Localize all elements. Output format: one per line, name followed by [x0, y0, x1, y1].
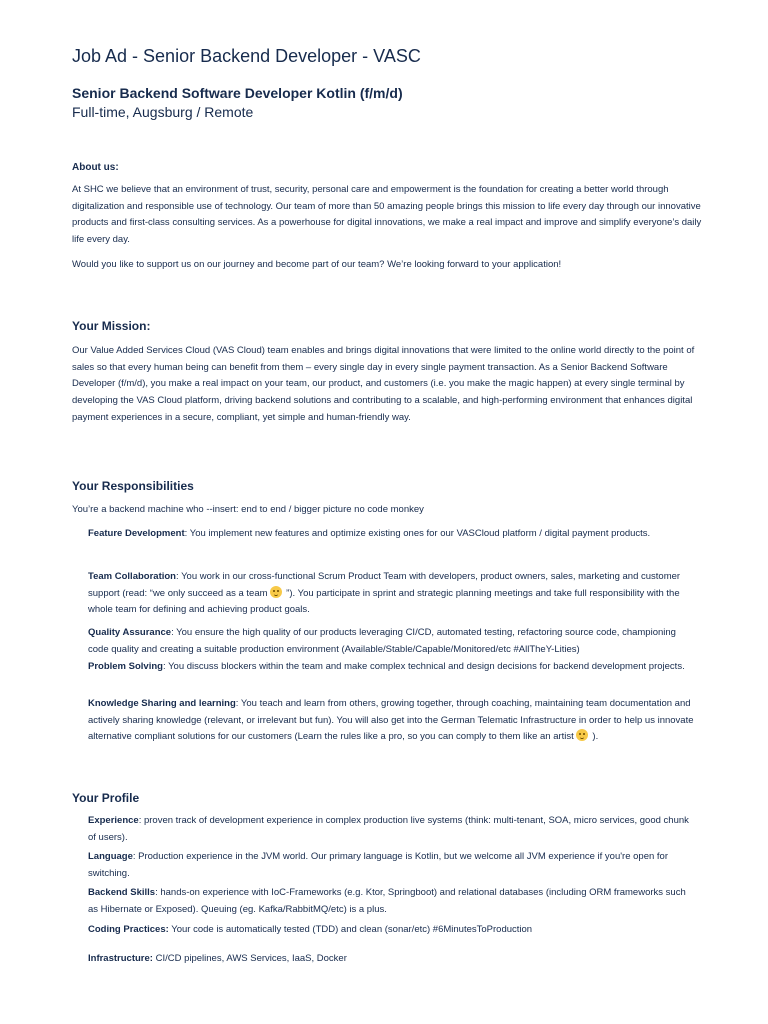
item-text: ). [589, 731, 599, 743]
profile-item [88, 951, 696, 968]
item-title: Feature Development [88, 528, 185, 539]
profile-item [88, 813, 696, 846]
item-text: : You implement new features and optimize existing ones for our VASCloud platform / digital payment products. [184, 528, 651, 539]
about-label: About us: [72, 162, 119, 173]
item-text: : proven track of development experience in complex production live systems (think: multi-tenant, SOA, micro services, good chunk of users). [88, 815, 689, 843]
responsibilities-heading: Your Responsibilities [72, 479, 194, 493]
item-title: Team Collaboration [88, 571, 176, 582]
item-title: Quality Assurance [88, 627, 172, 638]
item-title: Coding Practices: [88, 924, 169, 935]
responsibilities-intro: You’re a backend machine who --insert: end to end / bigger picture no code monkey [72, 504, 424, 515]
item-text: : Production experience in the JVM world. Our primary language is Kotlin, but we welcome all JVM experience if you're open for switching. [88, 851, 669, 879]
responsibility-item [88, 526, 696, 543]
job-title: Senior Backend Software Developer Kotlin (f/m/d) [72, 85, 403, 101]
profile-item [88, 922, 696, 939]
item-text: : You teach and learn from others, growing together, through coaching, maintaining team documentation and actively sharing knowledge (relevant, or irrelevant but fun). You will also get into the German Telematic Infrastructure in order to help us innovate alternative compliant solutions for our customers (Learn the rules like a pro, so you can comply to them like an artist [88, 698, 694, 743]
smiling-face-emoji-icon [270, 586, 282, 598]
job-subtitle: Full-time, Augsburg / Remote [72, 104, 254, 120]
item-title: Experience [88, 815, 139, 826]
document-title: Job Ad - Senior Backend Developer - VASC [72, 46, 421, 66]
profile-heading: Your Profile [72, 791, 140, 805]
item-title: Backend Skills [88, 887, 156, 898]
item-text: CI/CD pipelines, AWS Services, IaaS, Docker [152, 953, 347, 964]
item-title: Problem Solving [88, 661, 163, 672]
profile-item [88, 849, 696, 882]
responsibility-item [88, 569, 696, 619]
item-text: : You discuss blockers within the team and make complex technical and design decisions for backend development projects. [162, 661, 685, 672]
item-title: Knowledge Sharing and learning [88, 698, 236, 709]
responsibility-item [88, 625, 696, 658]
item-title: Language [88, 851, 133, 862]
item-text: ”). You participate in sprint and strategic planning meetings and take full responsibility with the whole team for defining and achieving product goals. [88, 587, 680, 616]
responsibility-item [88, 659, 696, 676]
item-title: Infrastructure: [88, 953, 153, 964]
item-text: : You work in our cross-functional Scrum Product Team with developers, product owners, sales, marketing and customer support (read: “we only succeed as a team [88, 571, 681, 599]
mission-paragraph: Our Value Added Services Cloud (VAS Cloud) team enables and brings digital innovations that were limited to the online world directly to the point of sales so that every human being can benefit from them – every single day in every single payment transaction. As a Senior Backend Software Developer (f/m/d), you make a real impact on your team, our product, and customers (i.e. you make the magic happen) at every single terminal by developing the VAS Cloud platform, driving backend solutions and contributing to a scalable, and high-performing environment that enhances digital payment experiences in a secure, compliant, yet simple and human-friendly way. [72, 345, 695, 423]
about-paragraph-2: Would you like to support us on our journey and become part of our team? We’re looking forward to your application! [72, 259, 562, 270]
item-text: Your code is automatically tested (TDD) and clean (sonar/etc) #6MinutesToProduction [168, 924, 533, 935]
about-paragraph: At SHC we believe that an environment of trust, security, personal care and empowerment is the foundation for creating a better world through digitalization and responsible use of technology. Our team of more than 50 amazing people brings this mission to life every day through our innovative products and first-class consulting services. As a powerhouse for digital innovations, we make a real impact and improve and simplify everyone’s daily life every day. [72, 184, 702, 246]
item-text: : hands-on experience with IoC-Frameworks (e.g. Ktor, Springboot) and relational databases (including ORM frameworks such as Hibernate or Exposed). Queuing (eg. Kafka/RabbitMQ/etc) is a plus. [88, 887, 686, 915]
smiling-face-emoji-icon [576, 729, 588, 741]
item-text: : You ensure the high quality of our products leveraging CI/CD, automated testing, refactoring source code, championing code quality and creating a suitable production environment (Available/Stable/Capable/Monitored/etc #AllTheY-Lities) [88, 627, 676, 655]
responsibility-item [88, 696, 696, 746]
mission-heading: Your Mission: [72, 319, 151, 333]
profile-item [88, 885, 696, 918]
